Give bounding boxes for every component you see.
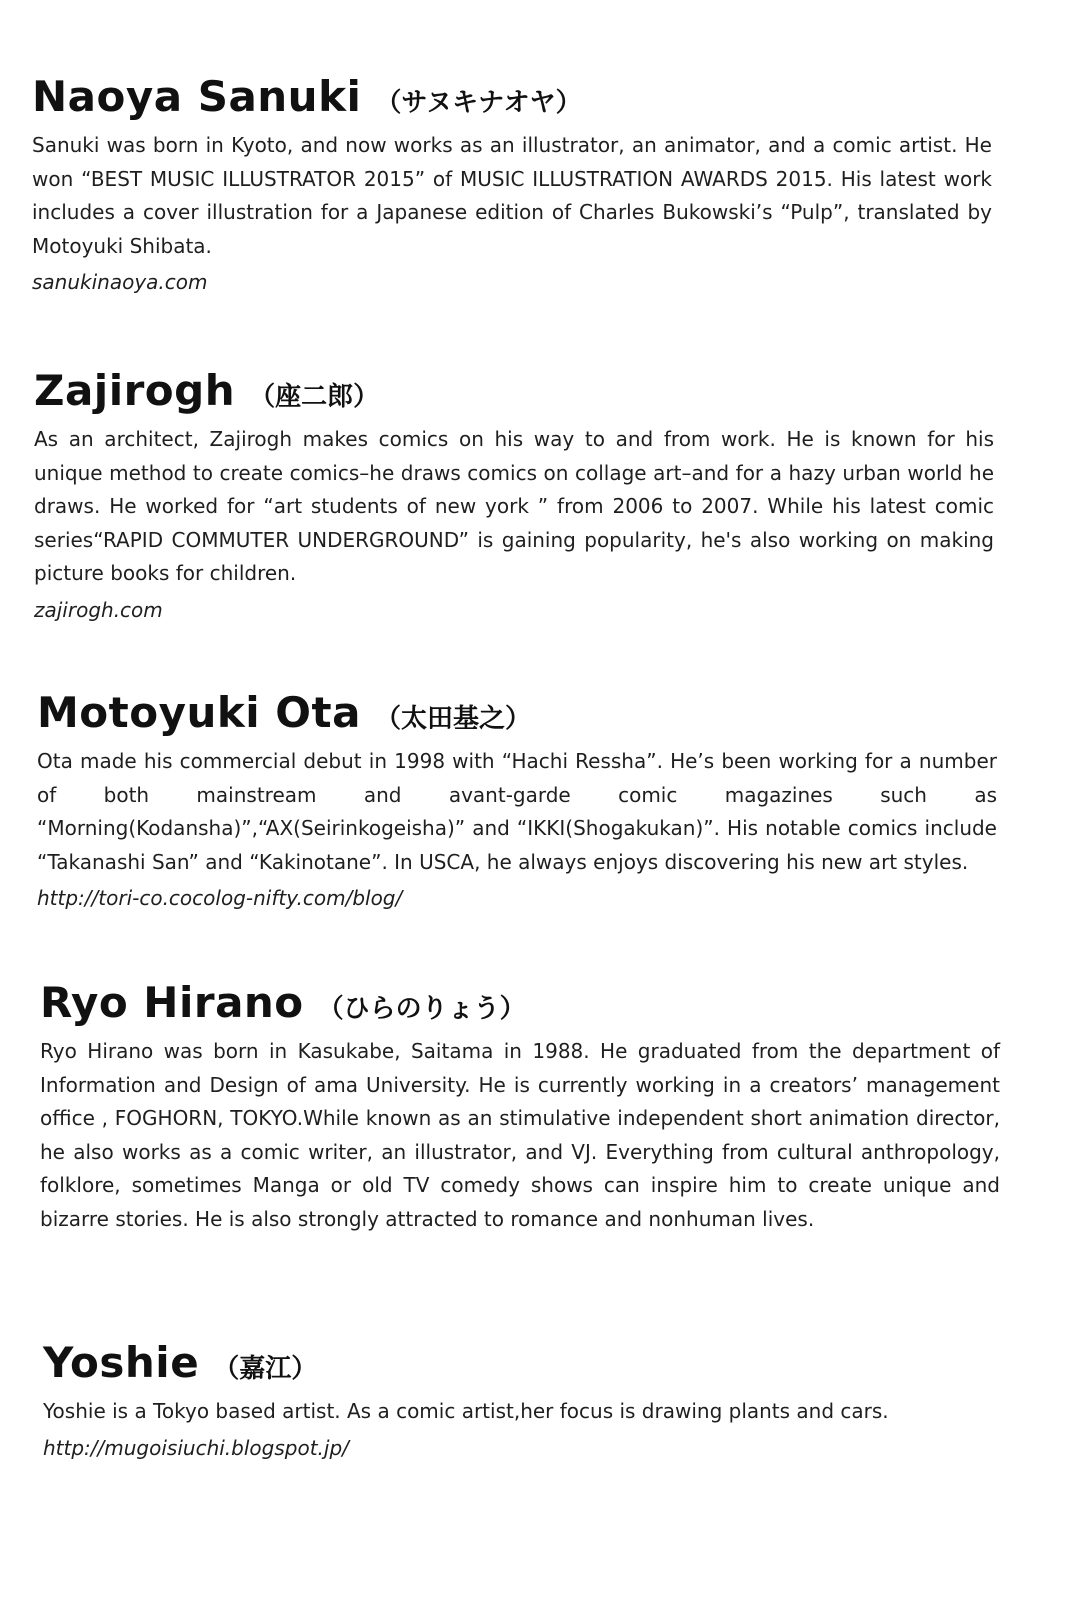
profile-heading [37,688,997,737]
profile-naoya-sanuki [32,72,992,299]
profile-website-link[interactable]: sanukinaoya.com [32,270,208,294]
profile-website-link[interactable]: http://tori-co.cocolog-nifty.com/blog/ [37,886,403,910]
profile-bio: As an architect, Zajirogh makes comics on his way to and from work. He is known for his unique method to create comics–he draws comics on collage art–and for a hazy urban world he draws. He worked for “art students of new york ” from 2006 to 2007. While his latest comic series“RAPID COMMUTER UNDERGROUND” is gaining popularity, he's also working on making picture books for children. [34,427,994,585]
profile-name-reading: （嘉江） [213,1354,318,1384]
profile-zajirogh [34,366,994,627]
profile-heading [40,978,1000,1027]
profile-name: Yoshie [43,1338,200,1387]
profile-motoyuki-ota [37,688,997,915]
profile-name-reading: （ひらのりょう） [317,994,526,1024]
profile-heading [34,366,994,415]
profile-ryo-hirano [40,978,1000,1236]
profile-name-reading: （太田基之） [374,704,531,734]
profile-name-reading: （座二郎） [249,382,380,412]
profile-name: Ryo Hirano [40,978,304,1027]
profile-yoshie [43,1338,1003,1465]
profile-bio: Ryo Hirano was born in Kasukabe, Saitama in 1988. He graduated from the department of Information and Design of ama University. He is currently working in a creators’ management office , FOGHORN, TOKYO.While known as an stimulative independent short animation director, he also works as a comic writer, an illustrator, and VJ. Everything from cultural anthropology, folklore, sometimes Manga or old TV comedy shows can inspire him to create unique and bizarre stories. He is also strongly attracted to romance and nonhuman lives. [40,1039,1000,1231]
profile-name: Motoyuki Ota [37,688,361,737]
profile-name: Zajirogh [34,366,236,415]
profile-bio: Yoshie is a Tokyo based artist. As a comic artist,her focus is drawing plants and cars. [43,1399,889,1423]
profile-name-reading: （サヌキナオヤ） [375,88,582,118]
profile-website-link[interactable]: zajirogh.com [34,597,163,622]
profile-bio: Sanuki was born in Kyoto, and now works as an illustrator, an animator, and a comic artist. He won “BEST MUSIC ILLUSTRATOR 2015” of MUSIC ILLUSTRATION AWARDS 2015. His latest work includes a cover illustration for a Japanese edition of Charles Bukowski’s “Pulp”, translated by Motoyuki Shibata. [32,133,992,258]
profile-bio: Ota made his commercial debut in 1998 with “Hachi Ressha”. He’s been working for a number of both mainstream and avant-garde comic magazines such as “Morning(Kodansha)”,“AX(Seirinkogeisha)” and “IKKI(Shogakukan)”. His notable comics include “Takanashi San” and “Kakinotane”. In USCA, he always enjoys discovering his new art styles. [37,749,997,874]
profile-name: Naoya Sanuki [32,72,362,121]
profile-website-link[interactable]: http://mugoisiuchi.blogspot.jp/ [43,1435,349,1460]
profile-heading [43,1338,1003,1387]
profile-heading [32,72,992,121]
